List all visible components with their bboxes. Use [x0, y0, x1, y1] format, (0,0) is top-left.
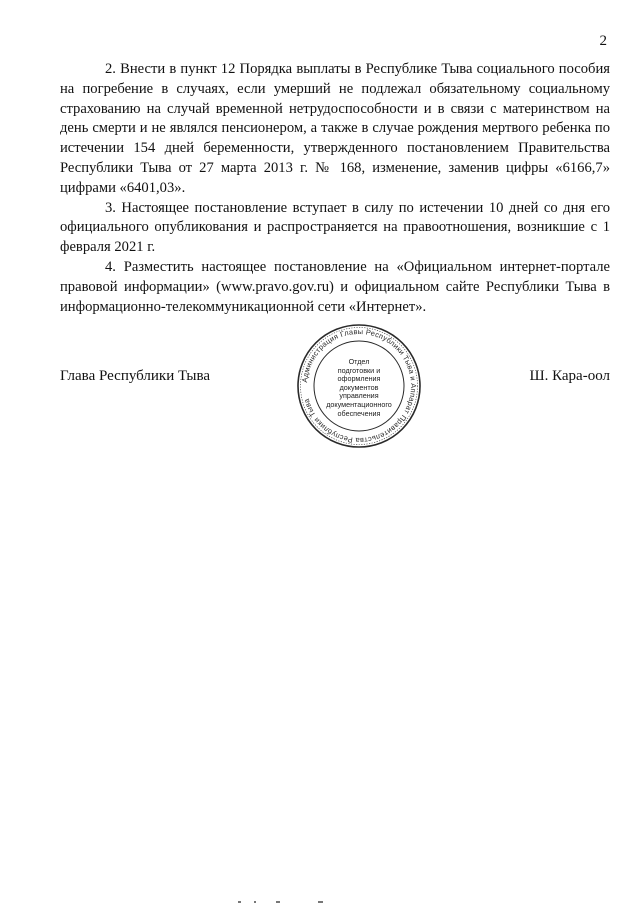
scan-mark — [276, 901, 280, 903]
paragraph-item-3: 3. Настоящее постановление вступает в силу по истечении 10 дней со дня его официального опубликования и распространяется на правоотношения, возникшие с 1 февраля 2021 г. — [60, 199, 610, 256]
paragraph-item-4: 4. Разместить настоящее постановление на «Официальном интернет-портале правовой информации» (www.pravo.gov.ru) и официальном сайте Республики Тыва в информационно-телекоммуникационной сети «Интернет». — [60, 258, 610, 315]
document-body — [60, 60, 610, 317]
stamp-line: подготовки и — [337, 365, 381, 375]
page-number: 2 — [599, 33, 607, 49]
signer-title: Глава Республики Тыва — [60, 368, 211, 384]
stamp-line: документационного — [326, 399, 392, 409]
scan-mark — [238, 901, 241, 903]
official-stamp — [295, 322, 423, 450]
scan-mark — [318, 901, 323, 903]
stamp-line: обеспечения — [337, 408, 381, 418]
stamp-line: оформления документов — [337, 374, 381, 392]
signer-name: Ш. Кара-оол — [529, 368, 610, 384]
scan-mark — [254, 901, 256, 903]
stamp-inner-text — [321, 358, 397, 418]
scan-artifact-marks — [230, 899, 350, 905]
stamp-line: Отдел — [348, 357, 370, 366]
stamp-ring-text: Администрация Главы Республики Тыва и Аппарат Правительства Республики Тыва — [300, 326, 419, 446]
paragraph-item-2: 2. Внести в пункт 12 Порядка выплаты в Республике Тыва социального пособия на погребение в случаях, если умерший не подлежал обязательному социальному страхованию на случай временной нетрудоспособности и в связи с материнством на день смерти и не являлся пенсионером, а также в случае рождения мертвого ребенка по истечении 154 дней беременности, утвержденного постановлением Правительства Республики Тыва от 27 марта 2013 г. № 168, изменение, заменив цифры «6166,7» цифрами «6401,03». — [60, 61, 610, 196]
stamp-line: управления — [339, 391, 379, 401]
